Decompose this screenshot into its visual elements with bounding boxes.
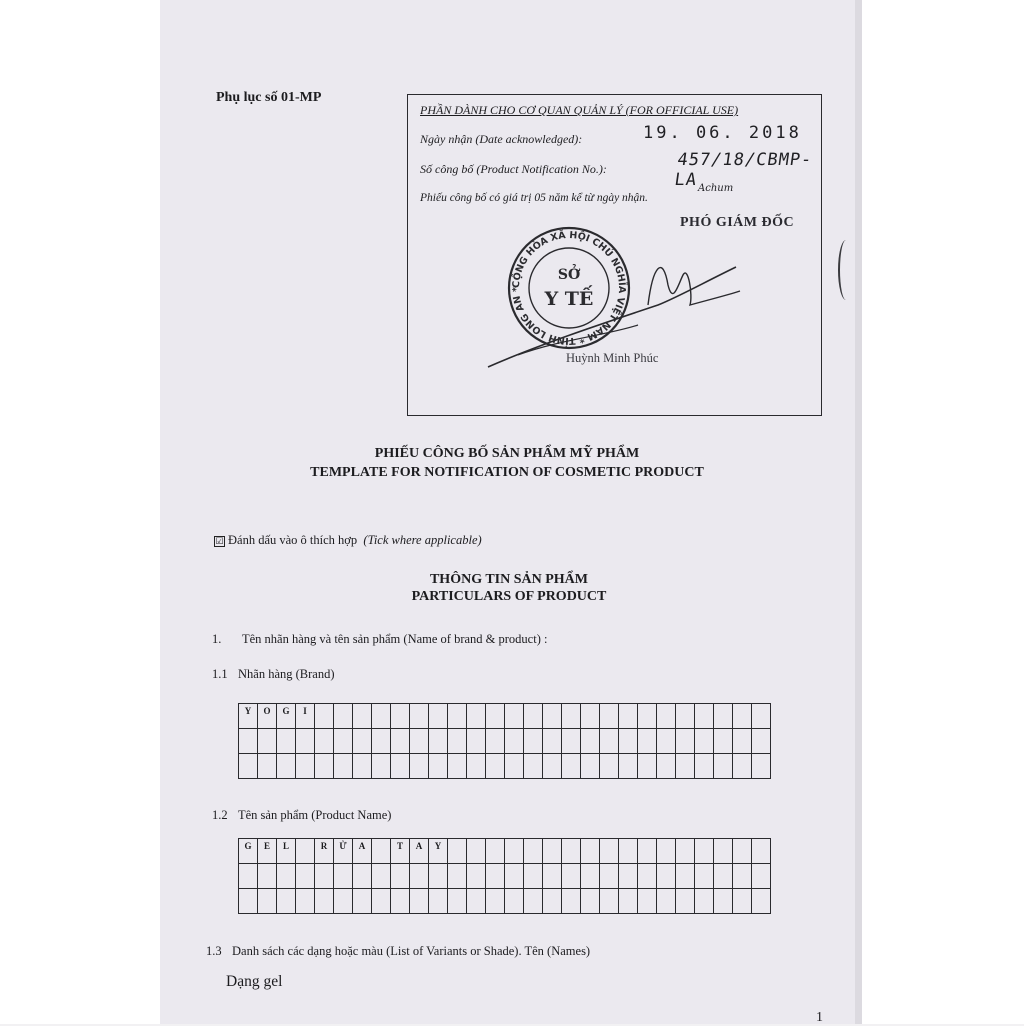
grid-cell [277,754,296,779]
grid-cell: Y [239,704,258,729]
grid-cell [733,729,752,754]
grid-cell [448,729,467,754]
grid-cell [733,889,752,914]
paper-mark [838,240,854,300]
grid-cell [714,754,733,779]
grid-cell [353,754,372,779]
grid-cell [714,704,733,729]
grid-cell [372,839,391,864]
grid-cell [657,704,676,729]
grid-cell [752,839,771,864]
grid-cell [695,864,714,889]
grid-cell [391,864,410,889]
grid-cell [619,704,638,729]
initials: Achum [698,183,734,194]
grid-cell [315,864,334,889]
grid-cell [619,889,638,914]
grid-cell [372,704,391,729]
grid-cell [334,729,353,754]
document-title-vi: PHIẾU CÔNG BỐ SẢN PHẨM MỸ PHẨM [374,446,640,461]
grid-cell [581,754,600,779]
grid-cell [372,889,391,914]
grid-cell [581,889,600,914]
grid-cell [296,889,315,914]
grid-cell: L [277,839,296,864]
date-acknowledged-value: 19. 06. 2018 [643,123,802,143]
grid-cell [695,889,714,914]
grid-cell [619,729,638,754]
grid-cell [543,729,562,754]
grid-cell [448,754,467,779]
grid-cell [410,754,429,779]
grid-cell: Y [429,839,448,864]
grid-cell [372,754,391,779]
official-use-box [407,94,822,416]
grid-cell [695,839,714,864]
grid-cell [676,729,695,754]
grid-cell [562,889,581,914]
section-title-vi: THÔNG TIN SẢN PHẨM [429,572,589,587]
notification-number-label: Số công bố (Product Notification No.): [420,162,607,176]
grid-cell [524,729,543,754]
grid-cell: E [258,839,277,864]
grid-cell [334,889,353,914]
grid-cell [486,889,505,914]
grid-cell [410,864,429,889]
validity-text: Phiếu công bố có giá trị 05 năm kể từ ngày nhận. [420,192,648,204]
grid-cell [467,729,486,754]
grid-cell [410,704,429,729]
grid-cell: T [391,839,410,864]
grid-cell [695,729,714,754]
grid-cell [486,839,505,864]
scan-background-left [0,0,160,1024]
grid-cell [372,729,391,754]
grid-row [239,704,771,729]
grid-cell [581,864,600,889]
grid-cell [524,754,543,779]
grid-row [239,839,771,864]
grid-cell [752,704,771,729]
tick-instruction-vi: Đánh dấu vào ô thích hợp [228,533,358,547]
page-edge [855,0,862,1024]
grid-cell [258,864,277,889]
grid-cell [334,704,353,729]
grid-cell [714,839,733,864]
grid-cell [600,889,619,914]
item-1-2-text: Tên sản phẩm (Product Name) [238,808,392,822]
grid-cell [581,839,600,864]
grid-cell [524,889,543,914]
grid-cell [372,864,391,889]
grid-cell [315,729,334,754]
grid-cell [391,889,410,914]
grid-cell [239,754,258,779]
item-1-1-text: Nhãn hàng (Brand) [238,667,335,681]
grid-cell [467,839,486,864]
grid-cell [657,839,676,864]
grid-cell [448,839,467,864]
grid-cell [353,729,372,754]
tick-instruction [214,533,482,548]
grid-cell [258,729,277,754]
grid-cell [410,729,429,754]
grid-cell [638,729,657,754]
grid-cell [600,754,619,779]
grid-cell [505,889,524,914]
grid-cell [619,839,638,864]
grid-cell [239,864,258,889]
grid-cell [391,729,410,754]
grid-cell [296,754,315,779]
grid-cell: A [353,839,372,864]
brand-grid [238,703,771,779]
grid-cell [277,864,296,889]
section-title-en: PARTICULARS OF PRODUCT [411,589,607,604]
grid-cell [695,704,714,729]
grid-cell [239,889,258,914]
grid-cell [638,889,657,914]
grid-cell [676,839,695,864]
document-title-en: TEMPLATE FOR NOTIFICATION OF COSMETIC PRODUCT [310,465,704,480]
grid-cell [429,729,448,754]
grid-cell [676,754,695,779]
grid-cell [543,889,562,914]
item-1-number: 1. [212,632,222,646]
grid-cell [467,704,486,729]
grid-cell [752,729,771,754]
item-1-3 [206,944,590,959]
grid-cell [410,889,429,914]
grid-cell [467,864,486,889]
grid-cell [562,839,581,864]
grid-cell [448,864,467,889]
grid-cell [619,754,638,779]
grid-cell [676,864,695,889]
grid-cell [505,839,524,864]
grid-cell [296,864,315,889]
grid-cell [752,754,771,779]
grid-cell [676,704,695,729]
grid-cell: Ử [334,839,353,864]
grid-cell [581,704,600,729]
grid-cell [334,864,353,889]
grid-row [239,729,771,754]
grid-cell [657,864,676,889]
grid-cell [600,704,619,729]
grid-cell [486,729,505,754]
grid-cell [562,729,581,754]
grid-cell [429,754,448,779]
grid-cell [277,889,296,914]
grid-cell [657,754,676,779]
grid-cell [296,839,315,864]
grid-cell [562,704,581,729]
grid-cell [600,729,619,754]
grid-cell: O [258,704,277,729]
grid-cell [448,704,467,729]
grid-cell [353,889,372,914]
product-name-grid [238,838,771,914]
svg-text:SỞ: SỞ [557,267,581,283]
grid-row [239,754,771,779]
grid-cell [733,704,752,729]
grid-cell [486,864,505,889]
vice-director-title: PHÓ GIÁM ĐỐC [680,215,795,230]
grid-cell: G [239,839,258,864]
grid-cell [695,754,714,779]
grid-cell [600,839,619,864]
signer-name: Huỳnh Minh Phúc [566,351,659,365]
scan-background-right [862,0,1024,1024]
grid-cell [733,754,752,779]
grid-cell [543,839,562,864]
grid-cell [391,704,410,729]
item-1-3-number: 1.3 [206,944,222,958]
checkbox-icon: ☑ [215,536,224,546]
grid-cell [315,754,334,779]
grid-cell [562,754,581,779]
grid-cell [562,864,581,889]
grid-cell [714,864,733,889]
grid-cell [391,754,410,779]
grid-cell [524,704,543,729]
official-use-title: PHẦN DÀNH CHO CƠ QUAN QUẢN LÝ (FOR OFFICIAL USE) [420,103,739,117]
grid-cell [714,889,733,914]
grid-cell [619,864,638,889]
variant-value: Dạng gel [226,973,283,990]
grid-cell [505,704,524,729]
item-1 [212,632,547,647]
grid-cell: I [296,704,315,729]
grid-cell [505,729,524,754]
item-1-2 [212,808,391,823]
grid-cell [543,754,562,779]
grid-cell [752,864,771,889]
grid-cell [714,729,733,754]
grid-cell [429,889,448,914]
grid-cell [638,704,657,729]
grid-cell [467,754,486,779]
grid-cell [353,864,372,889]
grid-cell [733,839,752,864]
grid-row [239,864,771,889]
grid-cell [239,729,258,754]
grid-cell [638,754,657,779]
grid-cell [581,729,600,754]
grid-cell [277,729,296,754]
item-1-2-number: 1.2 [212,808,228,822]
grid-cell [429,704,448,729]
official-seal [504,223,634,353]
grid-row [239,889,771,914]
page-number: 1 [816,1010,823,1025]
item-1-1 [212,667,335,682]
grid-cell: A [410,839,429,864]
item-1-text: Tên nhãn hàng và tên sản phẩm (Name of brand & product) : [242,632,548,646]
grid-cell [505,864,524,889]
grid-cell [334,754,353,779]
grid-cell [315,704,334,729]
grid-cell [353,704,372,729]
grid-cell [543,864,562,889]
grid-cell [258,754,277,779]
item-1-1-number: 1.1 [212,667,228,681]
grid-cell [258,889,277,914]
grid-cell [676,889,695,914]
grid-cell [524,839,543,864]
grid-cell [657,729,676,754]
svg-text:Y TẾ: Y TẾ [544,288,594,310]
grid-cell [600,864,619,889]
notification-number-value: 457/18/CBMP-LA [673,150,814,190]
grid-cell [296,729,315,754]
appendix-label: Phụ lục số 01-MP [216,90,322,105]
item-1-3-text: Danh sách các dạng hoặc màu (List of Variants or Shade). Tên (Names) [232,944,591,958]
grid-cell [638,864,657,889]
grid-cell [505,754,524,779]
grid-cell [752,889,771,914]
grid-cell [429,864,448,889]
grid-cell [486,704,505,729]
grid-cell [733,864,752,889]
grid-cell: R [315,839,334,864]
svg-text:CỘNG HÒA XÃ HỘI CHỦ NGHĨA VIỆT: CỘNG HÒA XÃ HỘI CHỦ NGHĨA VIỆT NAM * TỈNH LONG AN * [510,229,628,347]
grid-cell [543,704,562,729]
tick-instruction-en: (Tick where applicable) [363,533,482,547]
date-acknowledged-label: Ngày nhận (Date acknowledged): [420,132,583,146]
grid-cell: G [277,704,296,729]
grid-cell [638,839,657,864]
grid-cell [524,864,543,889]
grid-cell [657,889,676,914]
grid-cell [467,889,486,914]
grid-cell [448,889,467,914]
grid-cell [486,754,505,779]
grid-cell [315,889,334,914]
